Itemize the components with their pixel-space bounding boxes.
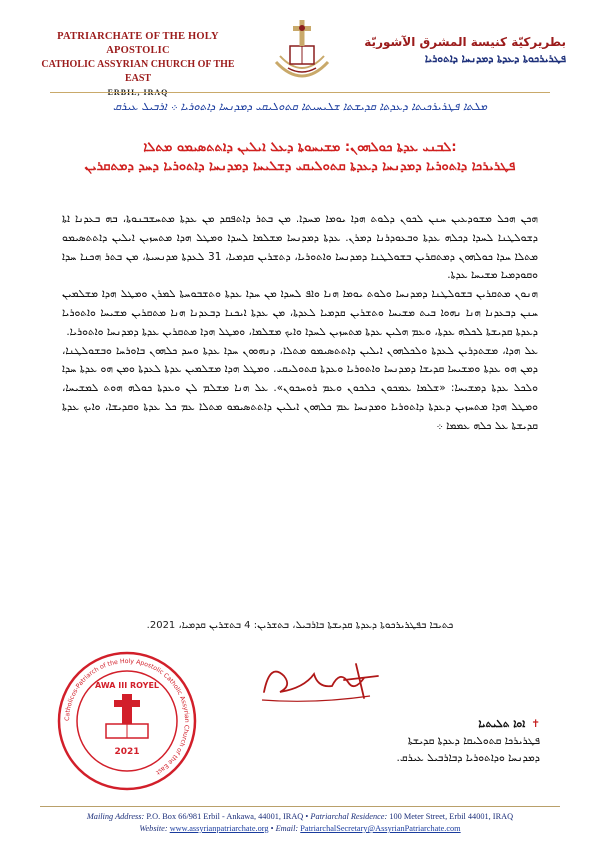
signer-subtitle: ܕܡܕܢܚܐ ܘܕܐܬܘܪܝܐ ܕܒܐܪܒܝܠ ܥܝܪܩ. (396, 752, 540, 764)
patriarchal-seal-icon (56, 650, 198, 792)
seal-center-text: AWA III ROYEL (94, 681, 160, 690)
red-cross-icon: ✝ (531, 718, 540, 730)
footer-line-1: Mailing Address: P.O. Box 66/981 Erbil - Ankawa, 44001, IRAQ • Patriarchal Residence: 100 Meter Street, Erbil 44001, IRAQ (86, 812, 514, 821)
email-link[interactable]: PatriarchalSecretary@AssyrianPatriarchate.com (300, 824, 461, 833)
mailing-address: P.O. Box 66/981 Erbil - Ankawa, 44001, IRAQ (146, 812, 304, 821)
website-label: Website: (139, 824, 168, 833)
mailing-label: Mailing Address: (86, 812, 145, 821)
letter-closing-date: ܟܬܝܒܐ ܒܦܛܪܝܪܟܘܬܐ ܕܥܕܬܐ ܩܕܝܫܬܐ ܒܐܪܒܝܠ، ܒܬܫܪܝܢ: 4 ܒܬܫܪܝܢ ܩܕܡܝܐ، 2021. (146, 620, 454, 631)
letterhead-en-line3 (38, 86, 238, 100)
letter-dateline: ܡܠܬܐ ܦܛܪܝܪܟܝܬܐ ܕܥܕܬܐ ܩܕܝܫܬܐ ܫܠܝܚܝܬܐ ܩܬܘܠܝܩܝ ܕܡܕܢܚܐ ܕܐܬܘܪܝܐ ܀ ܐܪܒܝܠ ܥܝܪܩ (112, 100, 488, 113)
letterhead-native (356, 34, 566, 68)
residence-address: 100 Meter Street, Erbil 44001, IRAQ (389, 812, 514, 821)
letterhead (0, 0, 600, 100)
signer-name-line (280, 716, 540, 733)
letterhead-en-line1: PATRIARCHATE OF THE HOLY APOSTOLIC (57, 31, 219, 56)
letter-body (62, 210, 538, 436)
email-label: Email: (275, 824, 299, 833)
footer-line-2: Website: www.assyrianpatriarchate.org • Email: PatriarchalSecretary@AssyrianPatriarchate.com (139, 824, 461, 833)
letterhead-syr-line2: ܦܛܪܝܪܟܘܬܐ ܕܥܕܬܐ ܕܡܕܢܚܐ ܕܐܬܘܪܝܐ (424, 53, 566, 65)
signer-name: ܐܘܐ ܬܠܝܬܝܐ (478, 718, 526, 730)
signer-title: ܦܛܪܝܪܟܐ ܩܬܘܠܝܩܐ ܕܥܕܬܐ ܩܕܝܫܬܐ (407, 735, 540, 747)
seal-ring-text: Catholicos-Patriarch of the Holy Apostolic Catholic Assyrian Church of the East (63, 657, 191, 776)
website-link[interactable]: www.assyrianpatriarchate.org (169, 824, 269, 833)
church-crest-icon (268, 16, 336, 88)
handwritten-signature-icon (244, 652, 394, 712)
letterhead-ar-line1: بطريركيّة كنيسة المشرق الآشوريّة (364, 35, 566, 49)
header-divider (50, 92, 550, 93)
signer-block (280, 716, 540, 767)
letter-title-line2: ܦܛܪܝܪܟܐ ܕܐܬܘܪܝܐ ܕܡܕܢܚܐ ܕܥܕܬܐ ܩܬܘܠܝܩܝ ܕܫܠܝܚܐ ܕܡܕܢܚܐ ܕܐܬܘܪܝܐ ܕܚܕ ܕܡܬܩܪܝܢ (84, 159, 516, 174)
footer-divider (40, 806, 560, 807)
letterhead-english (38, 30, 238, 100)
seal-year: 2021 (114, 747, 140, 757)
body-paragraph-2: ܗܢܘܢ ܡܬܩܪܝܢ ܒܫܘܠܛܢܐ ܕܡܕܢܚܐ ܘܠܘܬ ܝܘܡܐ ܗܢܐ ܘܐܦ ܠܚܕܐ ܡܢ ܚܕܐ ܥܕܬܐ ܘܬܫܒܘܚܬܐ ܠܡܪܢ ܘܡܛܠ ܗܕܐ ܡܫܠܡܝܢ ܚܢܢ ܕܒܥܕܢܐ ܗܢܐ ܢܗܘܐ ܒܝܬ ܡܫܝܚܐ ܘܬܫܪܝܢ ܩܕܡܝܐ ܠܥܕܬܐ، ܡܢ ܥܕܬܐ ܐܝܟܢܐ ܕܒܥܕܢܐ ܗܢܐ ܡܬܩܪܝܢ ܡܫܝܚܐ ܘܐܬܘܪܝܐ ܕܥܕܬܐ ܩܕܝܫܬܐ ܠܟܠܗ ܥܕܬܐ، ܘܥܡ ܗܠܝܢ ܥܕܬܐ ܡܬܚܙܝܢ ܠܚܕܐ ܘܐܝܟ ܡܫܠܡܐ، ܘܡܛܠ ܗܕܐ ܡܬܩܪܝܢ ܥܕܬܐ ܕܡܕܢܚܐ ܘܐܬܘܪܝܐ. (62, 288, 538, 338)
letter-title (40, 138, 560, 176)
letterhead-en-line2: CATHOLIC ASSYRIAN CHURCH OF THE EAST (41, 59, 235, 84)
body-paragraph-3: ܥܠ ܗܕܐ، ܡܫܬܕܪܝܢ ܠܥܕܬܐ ܘܠܟܠܗܘܢ ܐܝܠܝܢ ܕܐܬܬܣܝܡܘ ܡܬܠܐ، ܕܢܗܘܘܢ ܚܕܐ ܥܕܬܐ ܘܚܕ ܟܠܗܘܢ ܒܐܘܪܚܐ ܘܒܫܘܠܛܢܐ، ܕܡܢ ܗܘ ܥܕܬܐ ܘܡܫܝܚܐ ܩܕܝܫܐ ܕܡܕܢܚܐ ܘܐܬܘܪܝܐ ܘܥܕܬܐ ܩܬܘܠܝܩܝ. ܘܡܛܠ ܗܕܐ ܡܫܠܡܝܢ ܥܕܬܐ ܠܥܕܬܐ ܘܡܢ ܗܘ ܥܕܬܐ ܚܕܐ ܘܠܟܠ ܥܕܬܐ ܕܡܫܝܚܐ: «ܫܠܡܐ ܥܡܟܘܢ ܟܠܟܘܢ ܘܥܡ ܪܘܚܟܘܢ». ܥܠ ܗܢܐ ܡܫܠܡ ܠܢ ܘܥܕܬܐ ܟܘܠܗ ܗܘܬ ܠܡܫܝܚܐ، ܘܡܛܠ ܗܕܐ ܡܬܚܙܝܢ ܕܥܕܬܐ ܕܐܬܘܪܝܐ ܘܡܕܢܚܐ ܥܡ ܟܠܗܘܢ ܐܝܠܝܢ ܕܐܬܬܣܝܡܘ ܡܬܠܐ ܥܡ ܟܠ ܥܕܬܐ ܘܩܕܝܫܐ، ܘܐܝܟ ܥܕܬܐ ܩܕܝܫܬܐ ܥܠ ܟܠܗ ܥܡܡܐ ܀ (62, 344, 538, 432)
letter-footer (30, 811, 570, 835)
residence-label: Patriarchal Residence: (310, 812, 388, 821)
letter-title-line1: ܠܒܢܝ ܥܕܬܐ ܟܘܠܗܘܢ: ܡܫܝܚܘܬܐ ܕܥܠ ܐܝܠܝܢ ܕܐܬܬܣܝܡܘ ܡܬܠܐ: (143, 140, 457, 155)
body-paragraph-1: ܗܟܢ ܗܟܠ ܡܫܘܕܥܝܢ ܚܢܢ ܠܟܘܢ ܕܠܘܬ ܗܕܐ ܝܘܡܐ ܡܚܕܐ. ܡܢ ܒܬܪ ܕܐܬܦܩܕ ܡܢ ܥܕܬܐ ܡܬܚܫܒܢܘܬܐ، ܒܗ ܒܥܕܢܐ ܐܬܐ ܕܫܘܠܛܢܐ ܠܚܕܐ ܕܟܠܗ ܥܕܬܐ ܘܒܥܘܕܪܢܐ ܕܡܪܢ. ܥܕܬܐ ܕܡܕܢܚܐ ܡܫܠܡܐ ܠܚܕܐ ܘܡܛܠ ܗܕܐ ܡܬܚܙܝܢ ܐܝܠܝܢ ܕܐܬܬܣܝܡܘ ܡܬܠܐ ܚܕܐ ܟܘܠܗܘܢ ܕܡܬܩܪܝܢ ܒܫܘܠܛܢܐ ܕܡܕܢܚܐ ܘܐܬܘܪܝܐ، ܕܬܫܪܝܢ ܩܕܡܝܐ، 31 ܠܥܕܬܐ ܡܕܢܚܝܬܐ، ܡܢ ܒܬܪ ܗܟܢܐ ܚܕܐ ܘܩܘܕܡܝܐ ܡܫܝܚܐ ܥܕܬܐ. (62, 213, 538, 282)
